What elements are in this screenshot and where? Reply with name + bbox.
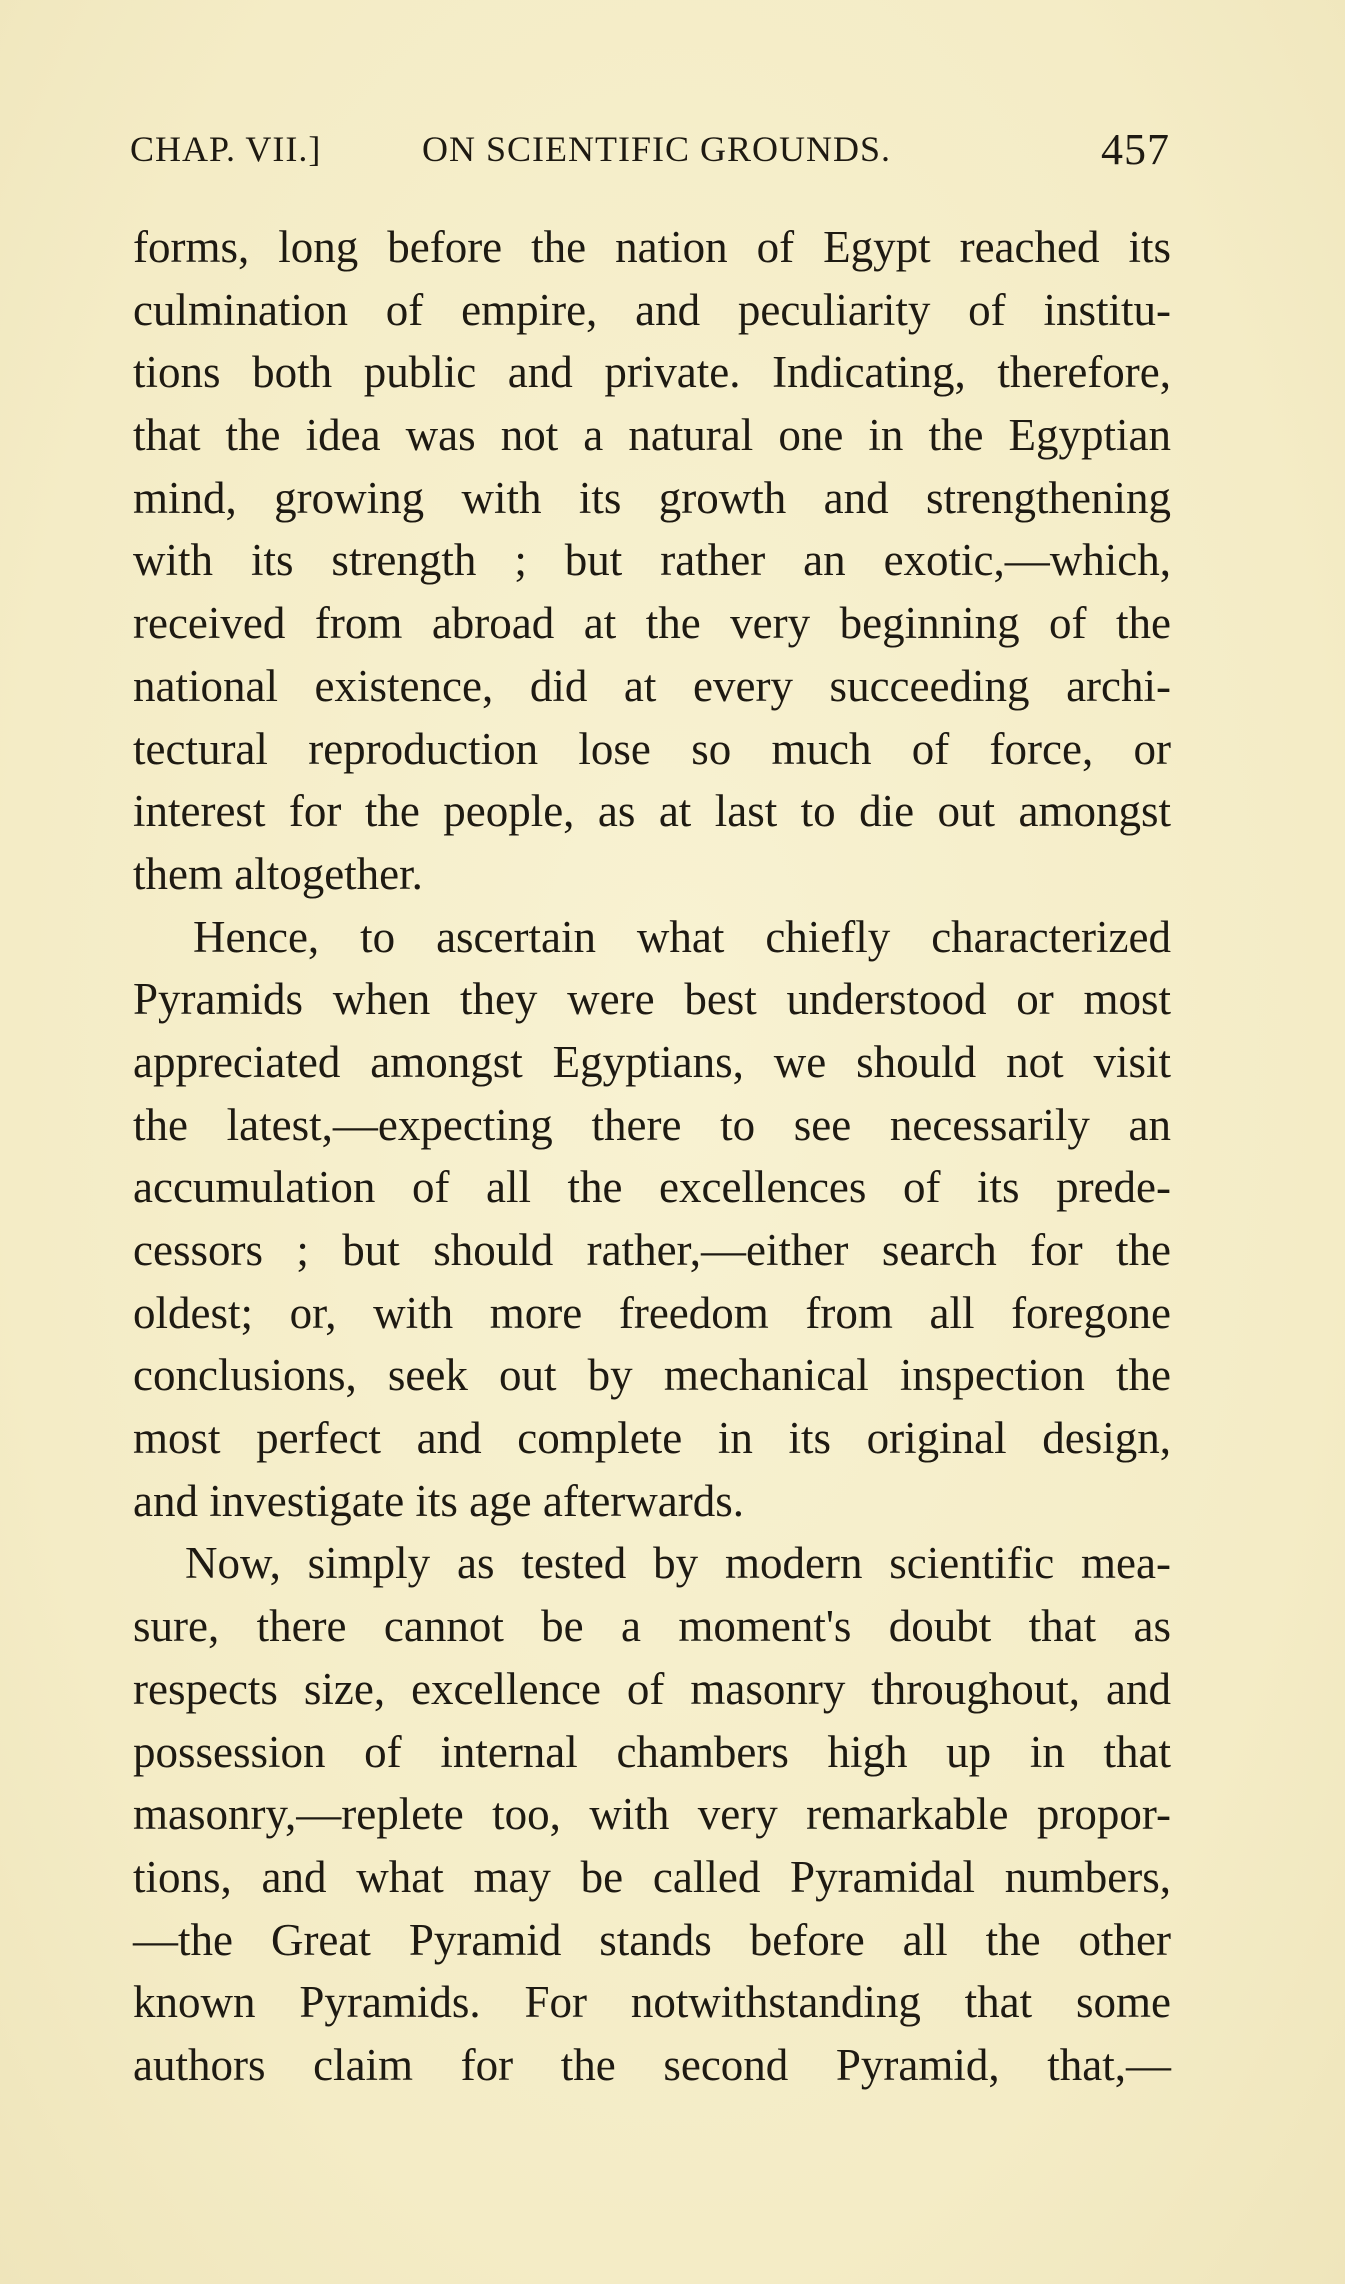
text-line: —the Great Pyramid stands before all the other — [133, 1914, 1171, 1965]
text-line: tectural reproduction lose so much of force, or — [133, 723, 1171, 774]
text-line: oldest; or, with more freedom from all foregone — [133, 1287, 1171, 1338]
text-line: respects size, excellence of masonry throughout, and — [133, 1663, 1171, 1714]
text-line: cessors ; but should rather,—either search for the — [133, 1225, 1171, 1275]
running-title: ON SCIENTIFIC GROUNDS. — [422, 129, 892, 169]
page-number: 457 — [1101, 125, 1170, 174]
text-line: mind, growing with its growth and strengthening — [133, 472, 1171, 523]
text-line: culmination of empire, and peculiarity of institu- — [133, 284, 1171, 335]
text-line: and investigate its age afterwards. — [133, 1475, 745, 1526]
text-line: appreciated amongst Egyptians, we should not visit — [133, 1036, 1171, 1087]
text-line: that the idea was not a natural one in the Egyptian — [133, 410, 1171, 461]
text-line: the latest,—expecting there to see necessarily an — [133, 1099, 1171, 1150]
text-line: with its strength ; but rather an exotic,—which, — [133, 535, 1171, 586]
text-line: known Pyramids. For notwithstanding that some — [133, 1977, 1171, 2028]
text-line: tions both public and private. Indicating, therefore, — [133, 347, 1171, 398]
body-text — [133, 216, 1171, 2097]
text-line: forms, long before the nation of Egypt reached its — [133, 222, 1171, 272]
text-line: them altogether. — [133, 848, 423, 899]
text-line: received from abroad at the very beginning of the — [133, 598, 1171, 649]
text-line: Pyramids when they were best understood or most — [133, 974, 1171, 1025]
text-line: accumulation of all the excellences of its prede- — [133, 1162, 1171, 1213]
text-line: sure, there cannot be a moment's doubt that as — [133, 1601, 1171, 1652]
text-line: possession of internal chambers high up in that — [133, 1726, 1171, 1777]
text-line: national existence, did at every succeeding archi- — [133, 660, 1171, 711]
text-line: Hence, to ascertain what chiefly characterized — [193, 911, 1171, 962]
text-line: tions, and what may be called Pyramidal numbers, — [133, 1851, 1171, 1902]
text-line: most perfect and complete in its original design, — [133, 1413, 1171, 1464]
text-line: interest for the people, as at last to die out amongst — [133, 786, 1171, 837]
text-line: masonry,—replete too, with very remarkable propor- — [133, 1789, 1171, 1840]
text-line: Now, simply as tested by modern scientific mea- — [185, 1538, 1171, 1589]
text-line: conclusions, seek out by mechanical inspection the — [133, 1350, 1171, 1401]
text-line: authors claim for the second Pyramid, that,— — [133, 2039, 1171, 2090]
chapter-label: CHAP. VII.] — [130, 129, 322, 169]
running-header — [130, 125, 1170, 184]
